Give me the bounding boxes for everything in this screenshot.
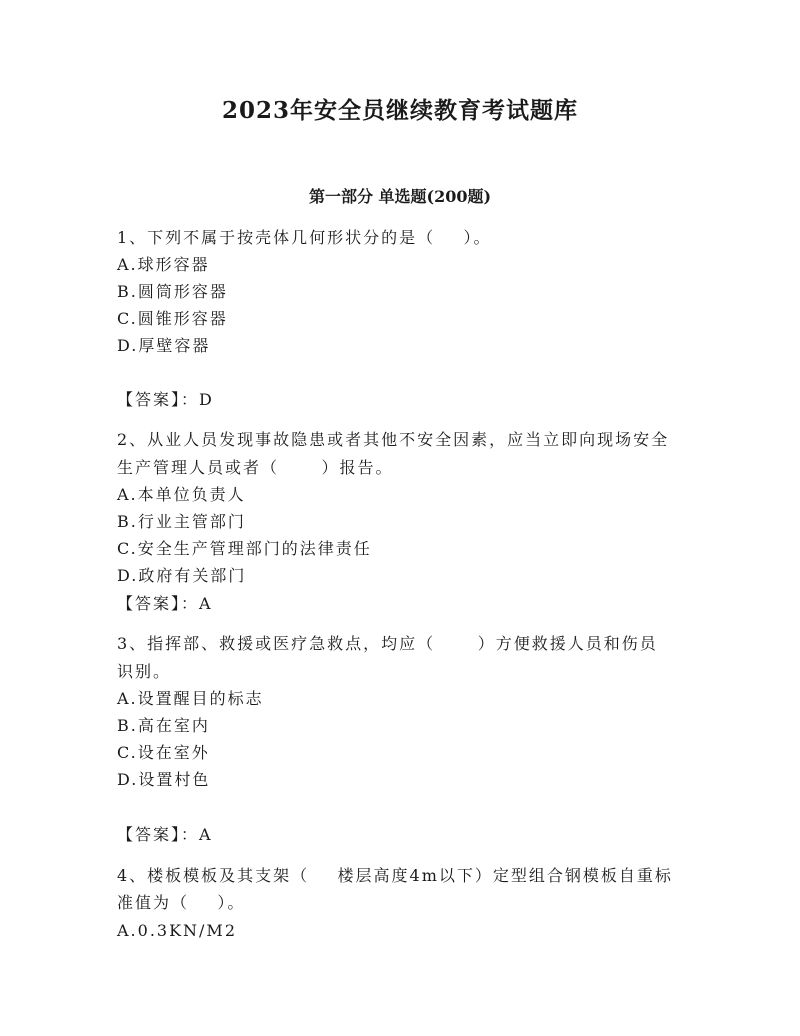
question-3-stem-line-2: 识别。 [117,662,172,681]
question-1-answer: 【答案】：D [117,390,214,409]
question-4-stem-line-2: 准值为（ ）。 [117,893,246,912]
section-title: 第一部分 单选题(200题) [308,187,492,206]
question-1-stem: 1、下列不属于按壳体几何形状分的是（ ）。 [117,228,492,247]
question-2-option-a: A.本单位负责人 [117,485,246,504]
question-3-answer: 【答案】：A [117,825,213,844]
question-2-stem-line-2: 生产管理人员或者（ ）报告。 [117,458,394,477]
question-1-option-b: B.圆筒形容器 [117,282,228,301]
question-2-answer: 【答案】：A [117,594,213,613]
question-1-option-c: C.圆锥形容器 [117,309,228,328]
question-2-option-b: B.行业主管部门 [117,512,246,531]
question-3-option-d: D.设置村色 [117,770,211,789]
question-2-stem-line-1: 2、从业人员发现事故隐患或者其他不安全因素，应当立即向现场安全 [117,430,670,449]
question-2-option-d: D.政府有关部门 [117,566,247,585]
question-3-option-c: C.设在室外 [117,743,210,762]
question-3-option-a: A.设置醒目的标志 [117,689,264,708]
question-2-option-c: C.安全生产管理部门的法律责任 [117,539,372,558]
question-1-option-a: A.球形容器 [117,255,210,274]
document-title: 2023年安全员继续教育考试题库 [221,97,578,124]
question-1-option-d: D.厚壁容器 [117,336,211,355]
question-3-option-b: B.高在室内 [117,716,210,735]
question-3-stem-line-1: 3、指挥部、救援或医疗急救点，均应（ ）方便救援人员和伤员 [117,634,658,653]
question-4-stem-line-1: 4、楼板模板及其支架（ 楼层高度4m以下）定型组合钢模板自重标 [117,866,673,885]
question-4-option-a: A.0.3KN/M2 [117,921,237,940]
